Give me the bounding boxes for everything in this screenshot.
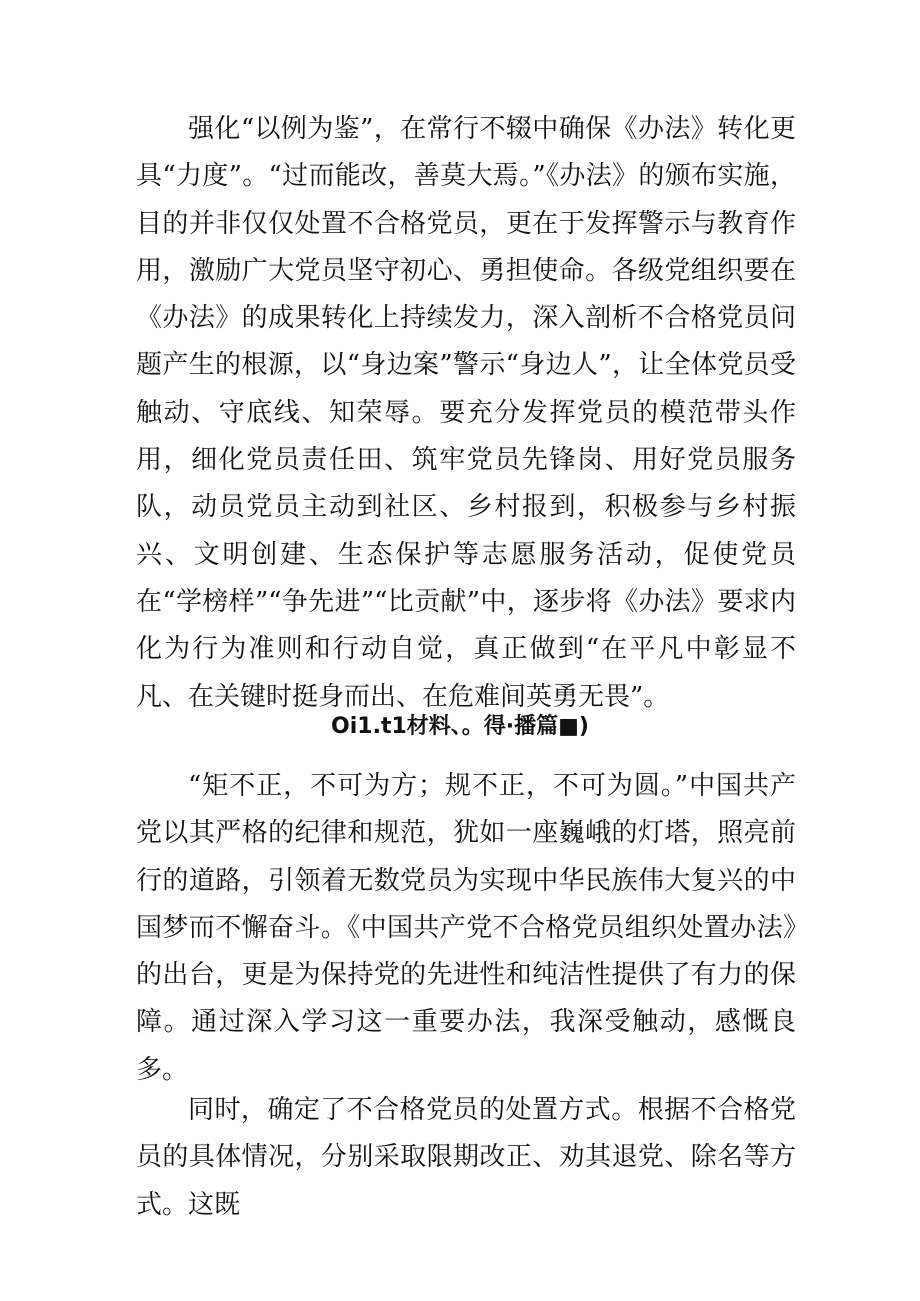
section-heading: Oi1.t1材料、。得·播篇■) [331, 714, 589, 739]
body-paragraph-2: “矩不正，不可为方；规不正，不可为圆。”中国共产党以其严格的纪律和规范，犹如一座巍峨的灯塔，照亮前行的道路，引领着无数党员为实现中华民族伟大复兴的中国梦而不懈奋斗。《中国共产党不合格党员组织处置办法》的出台，更是为保持党的先进性和纯洁性提供了有力的保障。通过深入学习这一重要办法，我深受触动，感慨良多。 [136, 771, 796, 1085]
body-paragraph-1: 强化“以例为鉴”，在常行不辍中确保《办法》转化更具“力度”。“过而能改，善莫大焉。”《办法》的颁布实施，目的并非仅仅处置不合格党员，更在于发挥警示与教育作用，激励广大党员坚守初心、勇担使命。各级党组织要在《办法》的成果转化上持续发力，深入剖析不合格党员问题产生的根源，以“身边案”警示“身边人”，让全体党员受触动、守底线、知荣辱。要充分发挥党员的模范带头作用，细化党员责任田、筑牢党员先锋岗、用好党员服务队，动员党员主动到社区、乡村报到，积极参与乡村振兴、文明创建、生态保护等志愿服务活动，促使党员在“学榜样”“争先进”“比贡献”中，逐步将《办法》要求内化为行为准则和行动自觉，真正做到“在平凡中彰显不凡、在关键时挺身而出、在危难间英勇无畏”。 [136, 114, 796, 712]
body-paragraph-3: 同时，确定了不合格党员的处置方式。根据不合格党员的具体情况，分别采取限期改正、劝其退党、除名等方式。这既 [136, 1095, 796, 1220]
